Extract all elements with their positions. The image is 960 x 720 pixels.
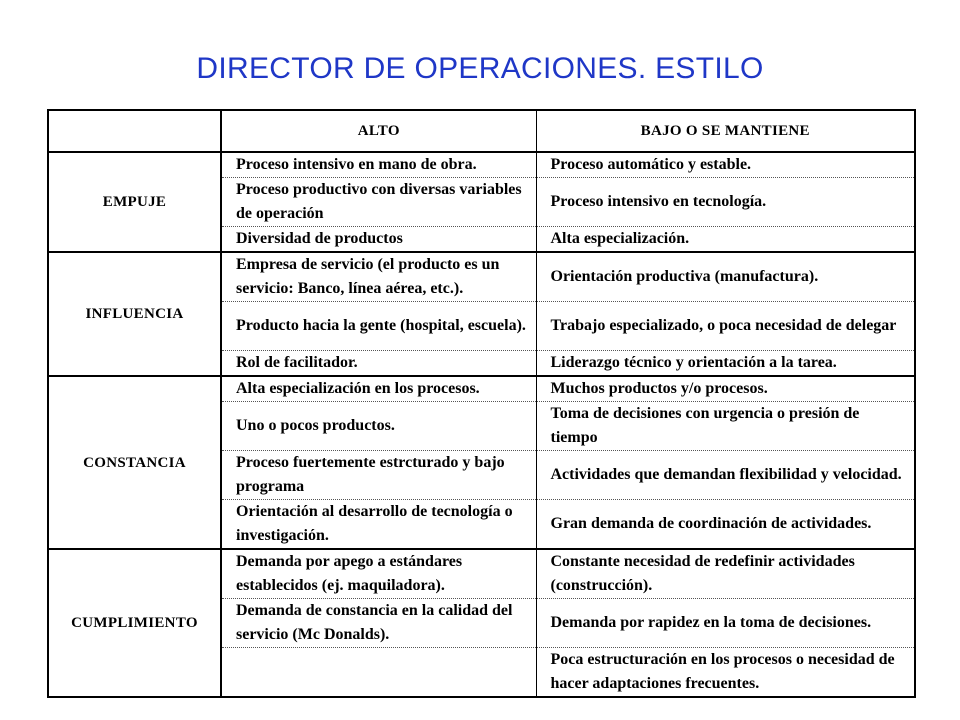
- header-bajo: BAJO O SE MANTIENE: [536, 110, 915, 152]
- style-table: [47, 109, 916, 698]
- category-influencia: INFLUENCIA: [48, 252, 221, 376]
- cell-bajo: Trabajo especializado, o poca necesidad de delegar: [536, 302, 915, 351]
- table-row: [48, 549, 915, 599]
- cell-alto: [221, 648, 536, 698]
- table-row: [48, 252, 915, 302]
- cell-bajo: Alta especialización.: [536, 227, 915, 253]
- header-alto: ALTO: [221, 110, 536, 152]
- cell-bajo: Proceso intensivo en tecnología.: [536, 178, 915, 227]
- cell-alto: Diversidad de productos: [221, 227, 536, 253]
- cell-bajo: Constante necesidad de redefinir actividades (construcción).: [536, 549, 915, 599]
- cell-alto: Uno o pocos productos.: [221, 402, 536, 451]
- cell-alto: Producto hacia la gente (hospital, escuela).: [221, 302, 536, 351]
- cell-bajo: Gran demanda de coordinación de actividades.: [536, 500, 915, 550]
- page-title: DIRECTOR DE OPERACIONES. ESTILO: [196, 52, 764, 85]
- cell-alto: Proceso intensivo en mano de obra.: [221, 152, 536, 178]
- header-blank: [48, 110, 221, 152]
- cell-bajo: Liderazgo técnico y orientación a la tarea.: [536, 351, 915, 377]
- cell-bajo: Proceso automático y estable.: [536, 152, 915, 178]
- cell-bajo: Toma de decisiones con urgencia o presión de tiempo: [536, 402, 915, 451]
- cell-alto: Demanda de constancia en la calidad del servicio (Mc Donalds).: [221, 599, 536, 648]
- category-cumplimiento: CUMPLIMIENTO: [48, 549, 221, 697]
- cell-alto: Rol de facilitador.: [221, 351, 536, 377]
- category-empuje: EMPUJE: [48, 152, 221, 252]
- cell-bajo: Orientación productiva (manufactura).: [536, 252, 915, 302]
- category-constancia: CONSTANCIA: [48, 376, 221, 549]
- cell-alto: Empresa de servicio (el producto es un servicio: Banco, línea aérea, etc.).: [221, 252, 536, 302]
- cell-bajo: Poca estructuración en los procesos o necesidad de hacer adaptaciones frecuentes.: [536, 648, 915, 698]
- cell-alto: Proceso productivo con diversas variables de operación: [221, 178, 536, 227]
- table-header-row: [48, 110, 915, 152]
- cell-bajo: Demanda por rapidez en la toma de decisiones.: [536, 599, 915, 648]
- cell-alto: Alta especialización en los procesos.: [221, 376, 536, 402]
- cell-alto: Proceso fuertemente estrcturado y bajo programa: [221, 451, 536, 500]
- cell-bajo: Actividades que demandan flexibilidad y velocidad.: [536, 451, 915, 500]
- cell-bajo: Muchos productos y/o procesos.: [536, 376, 915, 402]
- table-row: [48, 376, 915, 402]
- cell-alto: Orientación al desarrollo de tecnología o investigación.: [221, 500, 536, 550]
- table-row: [48, 152, 915, 178]
- cell-alto: Demanda por apego a estándares establecidos (ej. maquiladora).: [221, 549, 536, 599]
